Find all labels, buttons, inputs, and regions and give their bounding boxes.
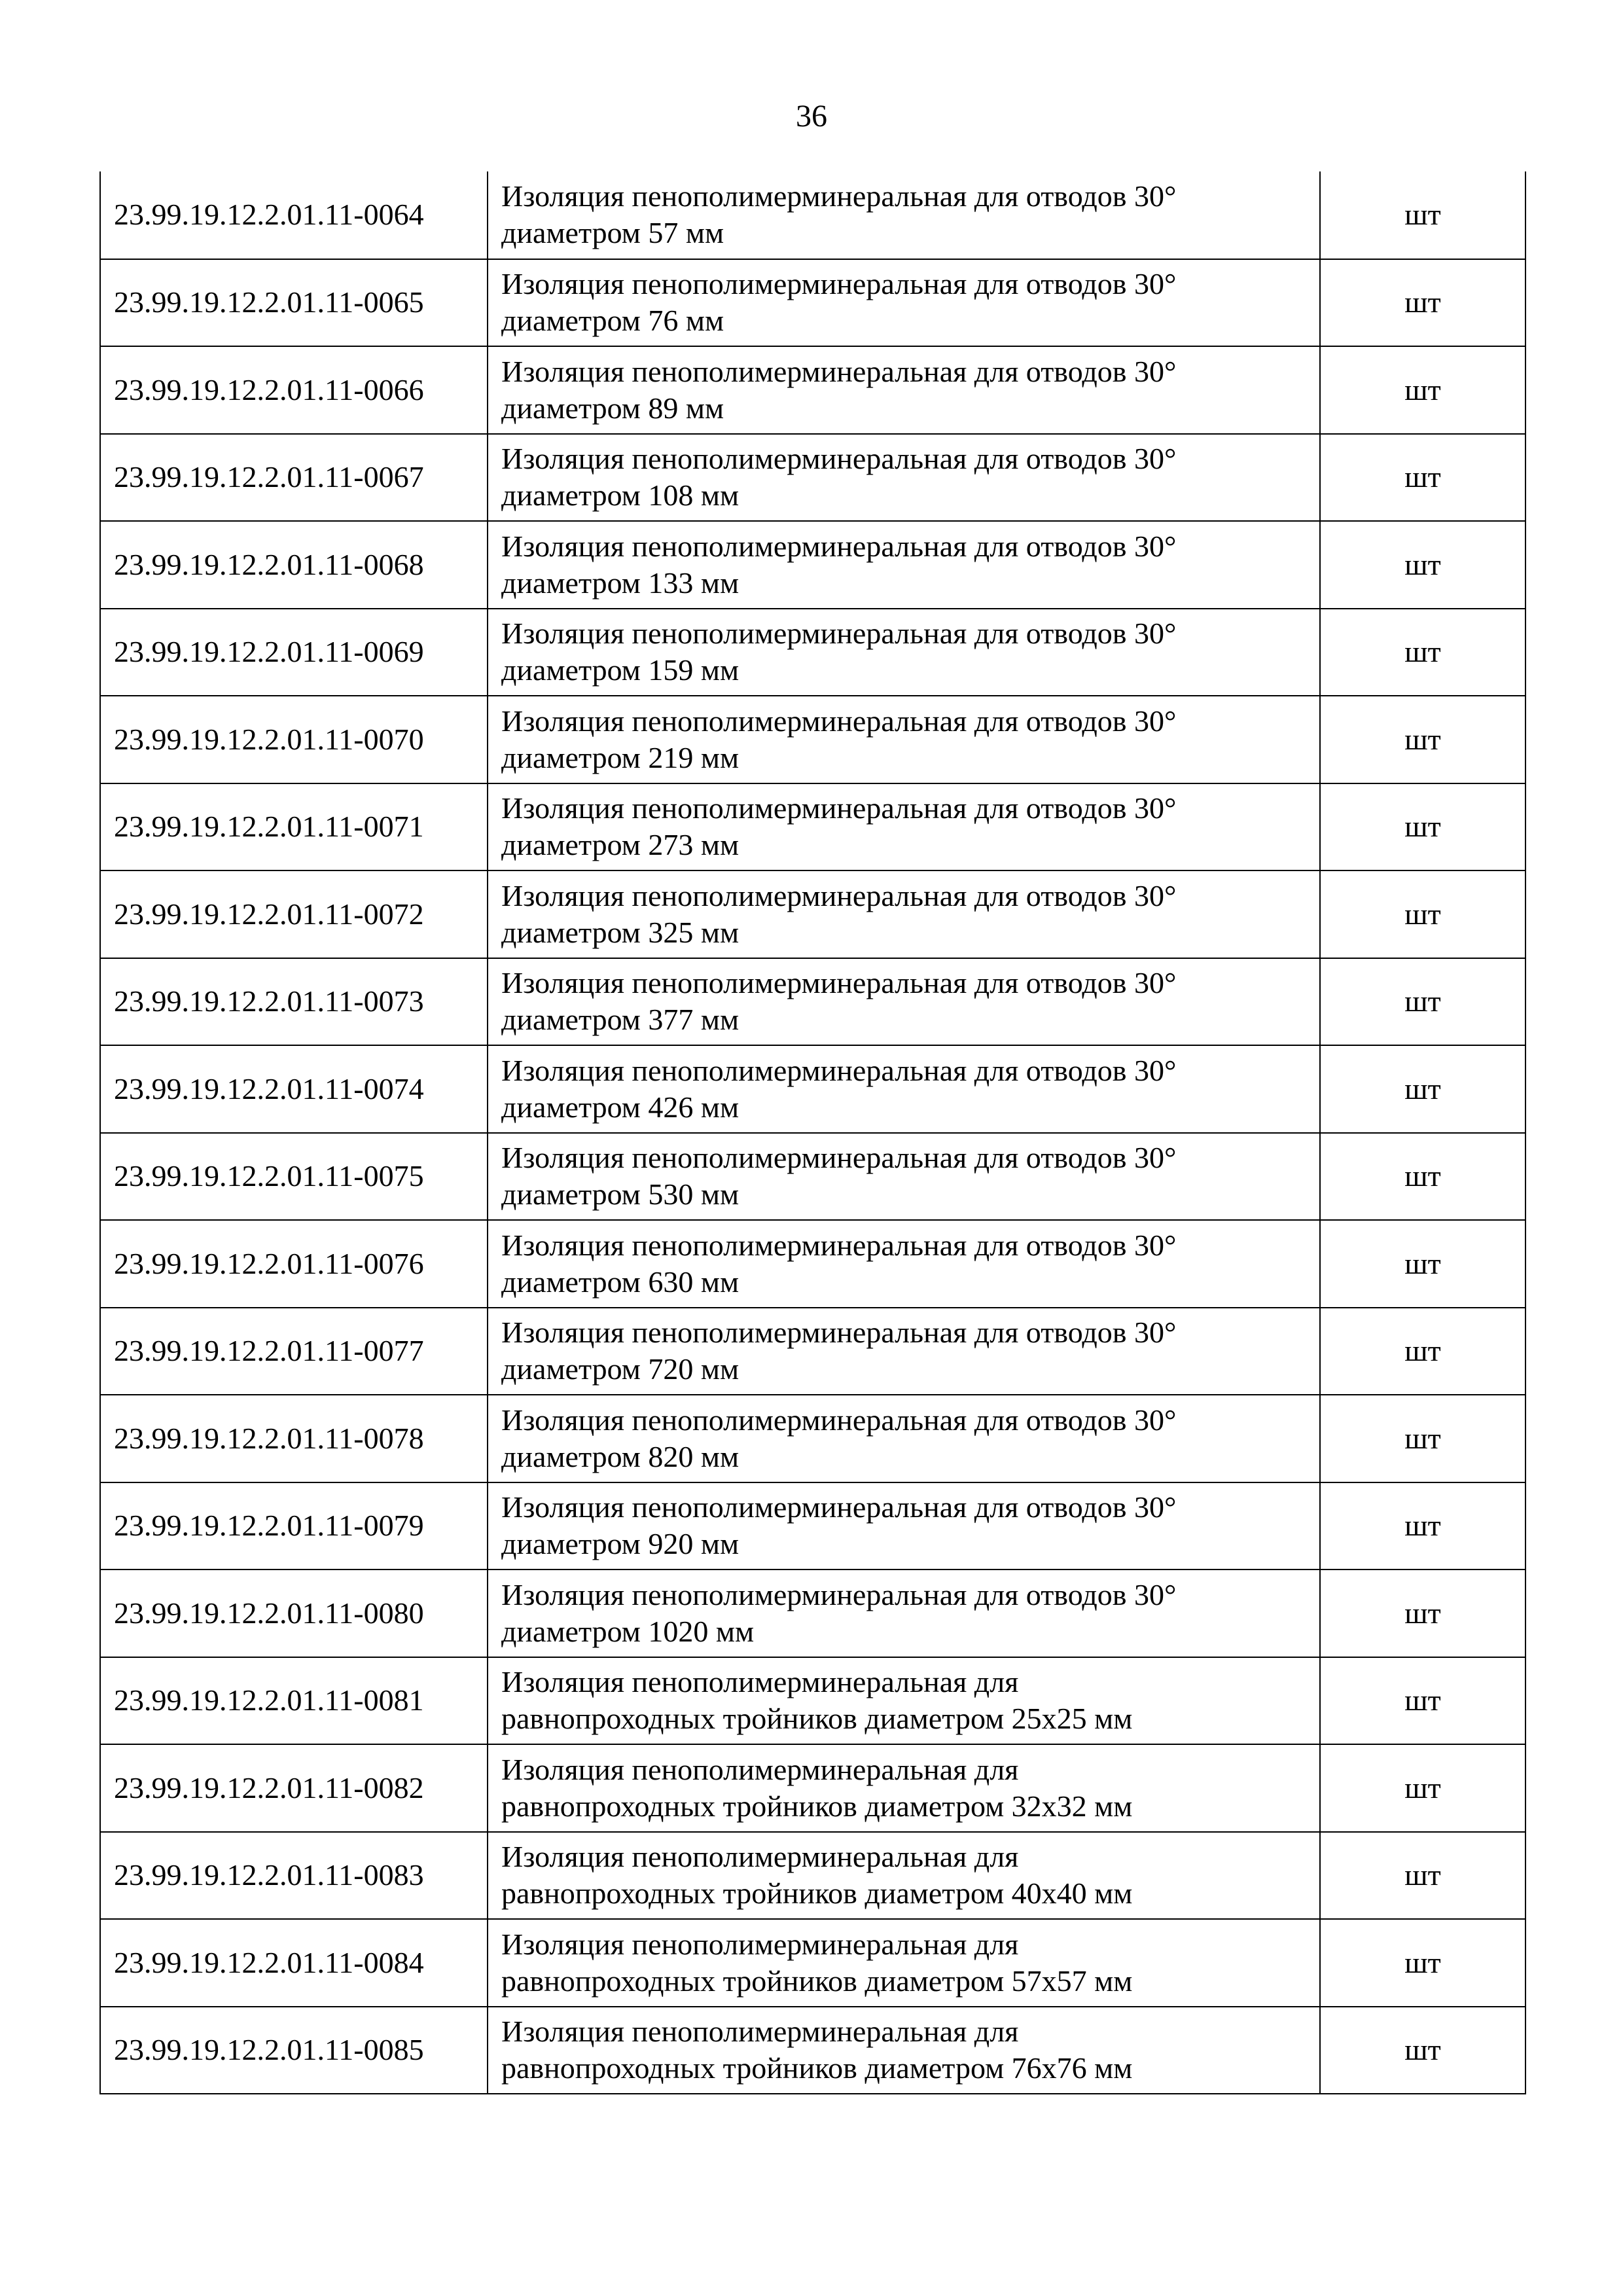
unit-cell: шт: [1320, 870, 1525, 958]
resource-code-cell: 23.99.19.12.2.01.11-0085: [100, 2007, 488, 2094]
table-row: [100, 783, 1525, 871]
table-row: [100, 434, 1525, 522]
table-row: [100, 1395, 1525, 1482]
table-row: [100, 1832, 1525, 1920]
resource-name-line: Изоляция пенополимерминеральная для: [501, 1840, 1019, 1874]
resource-name-line: Изоляция пенополимерминеральная для отводов 30°: [501, 442, 1177, 476]
resource-name-line: Изоляция пенополимерминеральная для отводов 30°: [501, 529, 1177, 563]
resource-name-line: Изоляция пенополимерминеральная для отводов 30°: [501, 267, 1177, 301]
resource-code-cell: 23.99.19.12.2.01.11-0084: [100, 1919, 488, 2007]
resource-name-cell: [488, 259, 1320, 347]
resource-name-line: диаметром 159 мм: [501, 653, 740, 687]
table-row: [100, 2007, 1525, 2094]
resource-name-line: равнопроходных тройников диаметром 57х57 мм: [501, 1964, 1133, 1998]
table-row: [100, 1919, 1525, 2007]
resource-code-cell: 23.99.19.12.2.01.11-0081: [100, 1657, 488, 1745]
resource-name-line: диаметром 377 мм: [501, 1003, 740, 1037]
table-row: [100, 1045, 1525, 1133]
unit-cell: шт: [1320, 346, 1525, 434]
resource-name-line: Изоляция пенополимерминеральная для отводов 30°: [501, 704, 1177, 738]
unit-cell: шт: [1320, 958, 1525, 1046]
resource-code-cell: 23.99.19.12.2.01.11-0064: [100, 171, 488, 259]
resource-name-line: диаметром 920 мм: [501, 1527, 740, 1561]
resource-name-cell: [488, 346, 1320, 434]
resource-name-cell: [488, 609, 1320, 696]
resource-name-cell: [488, 1395, 1320, 1482]
resource-name-cell: [488, 1482, 1320, 1570]
resource-name-cell: [488, 521, 1320, 609]
resource-name-cell: [488, 783, 1320, 871]
resource-name-line: диаметром 89 мм: [501, 391, 724, 425]
resource-name-line: Изоляция пенополимерминеральная для отводов 30°: [501, 1403, 1177, 1437]
page-number: 36: [796, 99, 827, 134]
table-row: [100, 1744, 1525, 1832]
unit-cell: шт: [1320, 2007, 1525, 2094]
resource-name-cell: [488, 958, 1320, 1046]
resource-code-cell: 23.99.19.12.2.01.11-0078: [100, 1395, 488, 1482]
resource-name-line: Изоляция пенополимерминеральная для отводов 30°: [501, 179, 1177, 213]
unit-cell: шт: [1320, 1395, 1525, 1482]
resource-name-cell: [488, 1220, 1320, 1308]
table-row: [100, 521, 1525, 609]
resource-code-cell: 23.99.19.12.2.01.11-0072: [100, 870, 488, 958]
resource-code-cell: 23.99.19.12.2.01.11-0074: [100, 1045, 488, 1133]
table-row: [100, 259, 1525, 347]
resource-name-line: Изоляция пенополимерминеральная для отводов 30°: [501, 354, 1177, 388]
resource-name-line: Изоляция пенополимерминеральная для отводов 30°: [501, 1053, 1177, 1087]
unit-cell: шт: [1320, 1220, 1525, 1308]
table-row: [100, 346, 1525, 434]
table-row: [100, 1133, 1525, 1221]
unit-cell: шт: [1320, 1570, 1525, 1657]
unit-cell: шт: [1320, 1133, 1525, 1221]
resource-name-cell: [488, 1045, 1320, 1133]
unit-cell: шт: [1320, 1657, 1525, 1745]
unit-cell: шт: [1320, 1308, 1525, 1395]
unit-cell: шт: [1320, 783, 1525, 871]
resource-code-cell: 23.99.19.12.2.01.11-0077: [100, 1308, 488, 1395]
table-row: [100, 1220, 1525, 1308]
resource-code-cell: 23.99.19.12.2.01.11-0069: [100, 609, 488, 696]
unit-cell: шт: [1320, 434, 1525, 522]
resource-name-line: Изоляция пенополимерминеральная для отводов 30°: [501, 1490, 1177, 1524]
table-body: [100, 171, 1525, 2094]
resource-name-cell: [488, 696, 1320, 783]
resource-name-line: диаметром 1020 мм: [501, 1614, 755, 1648]
resource-name-line: диаметром 133 мм: [501, 565, 740, 600]
resource-name-line: диаметром 426 мм: [501, 1090, 740, 1124]
table-row: [100, 171, 1525, 259]
resource-name-cell: [488, 1308, 1320, 1395]
resource-name-line: диаметром 57 мм: [501, 216, 724, 250]
resource-name-line: диаметром 530 мм: [501, 1177, 740, 1211]
unit-cell: шт: [1320, 1919, 1525, 2007]
resource-name-line: диаметром 630 мм: [501, 1265, 740, 1299]
resource-name-line: диаметром 325 мм: [501, 915, 740, 949]
resource-name-cell: [488, 1919, 1320, 2007]
unit-cell: шт: [1320, 609, 1525, 696]
resource-name-line: Изоляция пенополимерминеральная для отводов 30°: [501, 791, 1177, 825]
resource-code-cell: 23.99.19.12.2.01.11-0070: [100, 696, 488, 783]
resource-name-line: диаметром 219 мм: [501, 740, 740, 774]
resource-name-line: Изоляция пенополимерминеральная для отводов 30°: [501, 878, 1177, 912]
unit-cell: шт: [1320, 171, 1525, 259]
table-row: [100, 958, 1525, 1046]
unit-cell: шт: [1320, 1744, 1525, 1832]
resource-code-cell: 23.99.19.12.2.01.11-0079: [100, 1482, 488, 1570]
resource-code-cell: 23.99.19.12.2.01.11-0080: [100, 1570, 488, 1657]
resource-name-line: диаметром 720 мм: [501, 1352, 740, 1386]
resource-name-line: Изоляция пенополимерминеральная для отводов 30°: [501, 617, 1177, 651]
resource-name-line: Изоляция пенополимерминеральная для: [501, 1665, 1019, 1699]
unit-cell: шт: [1320, 1482, 1525, 1570]
resource-code-cell: 23.99.19.12.2.01.11-0083: [100, 1832, 488, 1920]
table-row: [100, 870, 1525, 958]
resource-name-cell: [488, 434, 1320, 522]
resource-name-line: равнопроходных тройников диаметром 25х25 мм: [501, 1702, 1133, 1736]
resource-name-cell: [488, 2007, 1320, 2094]
unit-cell: шт: [1320, 259, 1525, 347]
table-row: [100, 1570, 1525, 1657]
resource-name-cell: [488, 1570, 1320, 1657]
unit-cell: шт: [1320, 696, 1525, 783]
resource-name-line: равнопроходных тройников диаметром 76х76 мм: [501, 2051, 1133, 2085]
resource-code-cell: 23.99.19.12.2.01.11-0075: [100, 1133, 488, 1221]
resource-code-cell: 23.99.19.12.2.01.11-0066: [100, 346, 488, 434]
resource-name-cell: [488, 870, 1320, 958]
resource-name-line: равнопроходных тройников диаметром 32х32 мм: [501, 1789, 1133, 1823]
resource-code-cell: 23.99.19.12.2.01.11-0076: [100, 1220, 488, 1308]
resource-name-line: Изоляция пенополимерминеральная для отводов 30°: [501, 1316, 1177, 1350]
resource-name-line: Изоляция пенополимерминеральная для отводов 30°: [501, 1577, 1177, 1611]
table-row: [100, 609, 1525, 696]
resource-name-line: Изоляция пенополимерминеральная для отводов 30°: [501, 966, 1177, 1000]
unit-cell: шт: [1320, 1832, 1525, 1920]
resource-name-line: диаметром 108 мм: [501, 478, 740, 512]
unit-cell: шт: [1320, 1045, 1525, 1133]
resource-name-cell: [488, 1133, 1320, 1221]
resource-name-cell: [488, 1657, 1320, 1745]
resource-name-line: диаметром 273 мм: [501, 828, 740, 862]
resource-name-line: диаметром 820 мм: [501, 1439, 740, 1473]
resource-code-cell: 23.99.19.12.2.01.11-0065: [100, 259, 488, 347]
table-row: [100, 1308, 1525, 1395]
resource-name-line: Изоляция пенополимерминеральная для: [501, 1927, 1019, 1961]
resource-code-cell: 23.99.19.12.2.01.11-0068: [100, 521, 488, 609]
resource-code-cell: 23.99.19.12.2.01.11-0071: [100, 783, 488, 871]
resource-name-cell: [488, 1832, 1320, 1920]
resource-name-line: равнопроходных тройников диаметром 40х40 мм: [501, 1876, 1133, 1910]
resource-name-line: Изоляция пенополимерминеральная для отводов 30°: [501, 1141, 1177, 1175]
resource-name-cell: [488, 171, 1320, 259]
resource-name-cell: [488, 1744, 1320, 1832]
resource-name-line: Изоляция пенополимерминеральная для: [501, 1752, 1019, 1786]
table-row: [100, 1482, 1525, 1570]
resource-code-cell: 23.99.19.12.2.01.11-0073: [100, 958, 488, 1046]
unit-cell: шт: [1320, 521, 1525, 609]
resource-name-line: Изоляция пенополимерминеральная для отводов 30°: [501, 1228, 1177, 1262]
table-row: [100, 696, 1525, 783]
resource-name-line: диаметром 76 мм: [501, 304, 724, 338]
resource-table: [99, 171, 1526, 2094]
resource-code-cell: 23.99.19.12.2.01.11-0067: [100, 434, 488, 522]
resource-code-cell: 23.99.19.12.2.01.11-0082: [100, 1744, 488, 1832]
table-row: [100, 1657, 1525, 1745]
resource-name-line: Изоляция пенополимерминеральная для: [501, 2015, 1019, 2049]
